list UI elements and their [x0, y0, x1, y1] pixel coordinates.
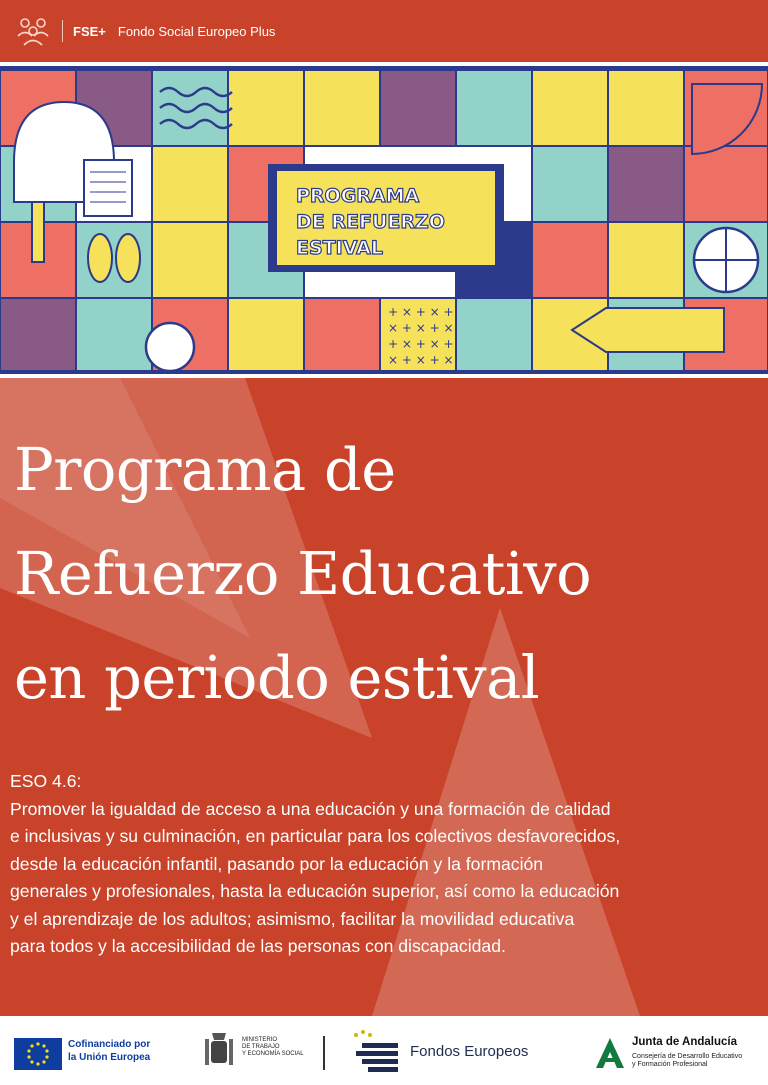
objective-line: Promover la igualdad de acceso a una educación y una formación de calidad [10, 798, 611, 819]
eu-cofinance-label [68, 1038, 150, 1064]
eu-line-2: la Unión Europea [68, 1052, 151, 1063]
banner-title-line-2: DE REFUERZO [296, 211, 445, 233]
header-divider [62, 20, 63, 42]
objective-line: y el aprendizaje de los adultos; asimismo, facilitar la movilidad educativa [10, 908, 575, 929]
banner-title-line-1: PROGRAMA [296, 185, 420, 207]
banner-title-line-3: ESTIVAL [296, 237, 383, 259]
ministry-divider [323, 1036, 325, 1070]
junta-andalucia-icon [594, 1036, 626, 1070]
ministry-label [242, 1037, 304, 1058]
title-line-2: Refuerzo Educativo [14, 539, 592, 608]
eu-flag-icon [14, 1038, 62, 1070]
svg-text:+ × + × +: + × + × + [388, 337, 454, 351]
objective-line: para todos y la accesibilidad de las personas con discapacidad. [10, 936, 506, 956]
junta-title: Junta de Andalucía [632, 1036, 738, 1048]
svg-text:× + × + ×: × + × + × [388, 321, 454, 335]
ministry-line-3: Y ECONOMÍA SOCIAL [242, 1051, 304, 1057]
ministry-line-1: MINISTERIO [242, 1037, 278, 1043]
header-bar [0, 0, 768, 62]
title-line-3: en periodo estival [14, 643, 540, 712]
junta-subtitle [632, 1053, 742, 1069]
fondos-europeos-icon [350, 1029, 400, 1073]
main-content [0, 378, 768, 1016]
people-group-icon [16, 16, 50, 46]
pattern-illustration [0, 62, 768, 378]
illustration-banner [0, 62, 768, 378]
ministry-line-2: DE TRABAJO [242, 1044, 280, 1050]
objective-line: desde la educación infantil, pasando por la educación y la formación [10, 853, 544, 874]
objective-line: e inclusivas y su culminación, en particular para los colectivos desfavorecidos, [10, 826, 621, 846]
svg-text:+ × + × +: + × + × + [388, 305, 454, 319]
svg-text:× + × + ×: × + × + × [388, 353, 454, 367]
program-name: Fondo Social Europeo Plus [117, 23, 276, 39]
spain-crest-icon [202, 1031, 236, 1069]
junta-sub-line-1: Consejería de Desarrollo Educativo [632, 1053, 743, 1060]
objective-code: ESO 4.6: [10, 771, 82, 791]
title-line-1: Programa de [14, 435, 396, 504]
logos-footer [0, 1016, 768, 1085]
eu-line-1: Cofinanciado por [68, 1039, 151, 1050]
objective-line: generales y profesionales, hasta la educación superior, así como la educación [10, 881, 620, 901]
fse-brand: FSE+ [73, 23, 106, 39]
objective-text [10, 768, 760, 961]
page-title [14, 418, 591, 730]
junta-sub-line-2: y Formación Profesional [632, 1061, 708, 1068]
fondos-europeos-label: Fondos Europeos [410, 1043, 529, 1060]
